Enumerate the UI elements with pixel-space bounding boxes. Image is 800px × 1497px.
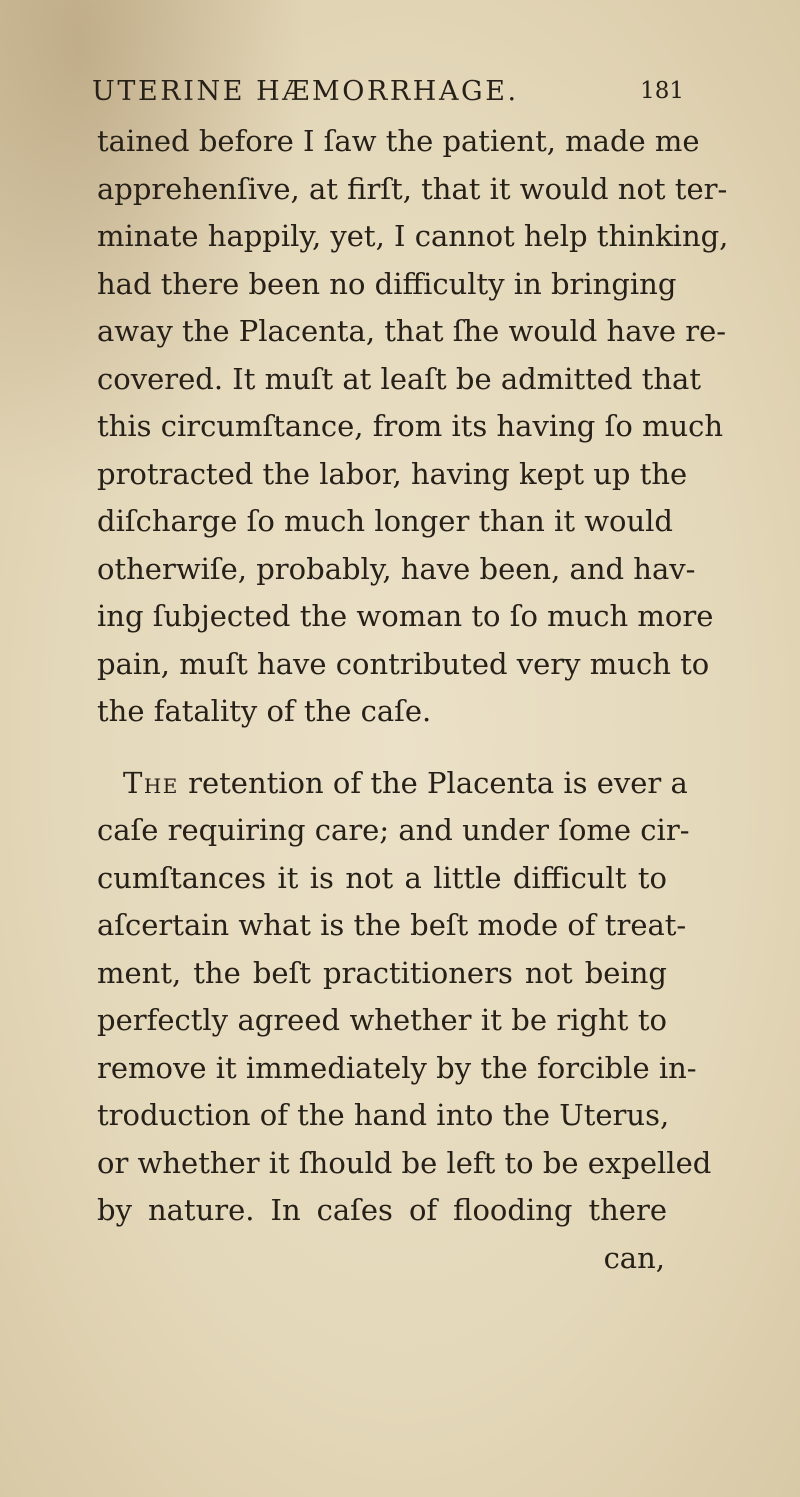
page-header xyxy=(92,76,692,122)
running-head: UTERINE HÆMORRHAGE. xyxy=(92,76,519,107)
body-text xyxy=(97,118,729,1282)
text-line: ment, the beſt practitioners not being xyxy=(97,955,667,990)
text-line: ing ſubjected the woman to ſo much more xyxy=(97,599,714,633)
text-line: caſe requiring care; and under ſome cir- xyxy=(97,813,690,847)
text-line: minate happily, yet, I cannot help thinking, xyxy=(97,219,729,253)
first-line-rest: retention of the Placenta is ever a xyxy=(178,765,688,800)
lead-word: The xyxy=(123,765,179,800)
text-line: tained before I ſaw the patient, made me xyxy=(97,124,700,158)
text-line: perfectly agreed whether it be right to xyxy=(97,1003,667,1037)
text-line: protracted the labor, having kept up the xyxy=(97,456,688,491)
text-line: had there been no difficulty in bringing xyxy=(97,266,677,301)
text-line: apprehenſive, at firſt, that it would not ter- xyxy=(97,171,728,206)
catchword: can, xyxy=(603,1240,665,1275)
paragraph-gap xyxy=(97,736,667,760)
text-line: covered. It muſt at leaſt be admitted that xyxy=(97,361,701,396)
page-number: 181 xyxy=(640,78,684,104)
text-line: pain, muſt have contributed very much to xyxy=(97,646,710,681)
text-line: otherwiſe, probably, have been, and hav- xyxy=(97,551,696,586)
text-line: this circumſtance, from its having ſo much xyxy=(97,409,724,443)
text-line: diſcharge ſo much longer than it would xyxy=(97,504,673,538)
text-line: aſcertain what is the beſt mode of treat- xyxy=(97,908,687,942)
text-line: cumſtances it is not a little difficult to xyxy=(97,860,667,895)
text-line: troduction of the hand into the Uterus, xyxy=(97,1098,670,1132)
text-line: away the Placenta, that ſhe would have re- xyxy=(97,314,727,348)
paragraph-first-line xyxy=(97,760,688,808)
text-line: the fatality of the caſe. xyxy=(97,694,432,728)
text-line: remove it immediately by the forcible in- xyxy=(97,1050,697,1085)
text-line: by nature. In caſes of flooding there xyxy=(97,1193,667,1227)
text-line: or whether it ſhould be left to be expelled xyxy=(97,1145,712,1180)
